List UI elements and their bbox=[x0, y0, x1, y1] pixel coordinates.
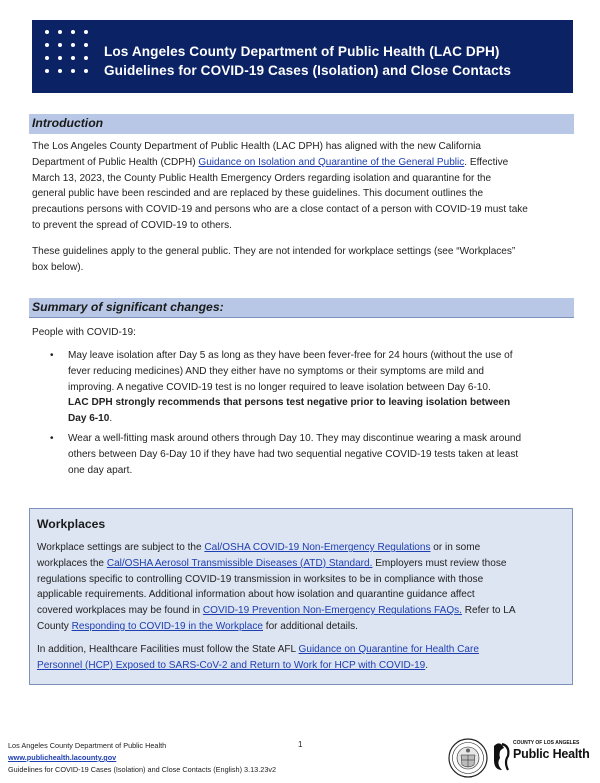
text-line: LAC DPH strongly recommends that persons test negative prior to leaving isolation between bbox=[68, 397, 511, 409]
text-segment: County bbox=[37, 620, 72, 632]
text-segment: Employers must review those bbox=[372, 557, 507, 569]
text-line bbox=[37, 540, 567, 556]
title-line-2: Guidelines for COVID-19 Cases (Isolation) and Close Contacts bbox=[104, 63, 512, 78]
text-segment: In addition, Healthcare Facilities must follow the State AFL bbox=[37, 644, 299, 655]
text-line bbox=[37, 556, 567, 572]
text-line: applicable requirements. Additional information about how isolation and quarantine guidance affect bbox=[37, 589, 475, 601]
text-line: box below). bbox=[32, 261, 84, 273]
text-line bbox=[37, 619, 567, 635]
website-link[interactable]: www.publichealth.lacounty.gov bbox=[8, 753, 117, 762]
text-line bbox=[32, 155, 573, 171]
page-footer bbox=[8, 740, 348, 776]
text-segment: . bbox=[109, 413, 113, 425]
text-line: others between Day 6-Day 10 if they have had two sequential negative COVID-19 tests taken at least bbox=[68, 448, 519, 460]
bullet-text bbox=[68, 431, 521, 478]
bullet-icon: • bbox=[50, 350, 54, 361]
text-line: one day apart. bbox=[68, 464, 133, 476]
hcp-quarantine-guidance-link[interactable]: Guidance on Quarantine for Health Care bbox=[298, 644, 479, 655]
header-banner bbox=[32, 20, 573, 93]
introduction-paragraph-1 bbox=[32, 139, 573, 234]
text-line: improving. A negative COVID-19 test is no longer required to leave isolation between Day 6-10. bbox=[68, 381, 491, 393]
responding-workplace-link[interactable]: Responding to COVID-19 in the Workplace bbox=[71, 620, 263, 632]
text-segment: covered workplaces may be found in bbox=[37, 605, 203, 617]
workplaces-paragraph-2 bbox=[37, 642, 567, 674]
cdph-guidance-link[interactable]: Guidance on Isolation and Quarantine of the General Public bbox=[198, 156, 465, 168]
workplaces-paragraph-1 bbox=[37, 540, 567, 635]
text-line: regulations specific to controlling COVID-19 transmission in worksites to be in compliance with those bbox=[37, 573, 484, 585]
text-line bbox=[37, 603, 567, 619]
text-line: general public have been rescinded and are replaced by these guidelines. This document outlines the bbox=[32, 188, 484, 200]
workplaces-heading: Workplaces bbox=[37, 517, 106, 531]
text-segment: . bbox=[425, 659, 429, 671]
summary-lead: People with COVID-19: bbox=[32, 327, 136, 338]
footer-document-id: Guidelines for COVID-19 Cases (Isolation) and Close Contacts (English) 3.13.23v2 bbox=[8, 765, 277, 774]
text-segment: Refer to LA bbox=[461, 605, 516, 617]
text-segment: for additional details. bbox=[263, 620, 358, 632]
text-line: Wear a well-fitting mask around others through Day 10. They may discontinue wearing a mask around bbox=[68, 433, 522, 444]
text-line: to prevent the spread of COVID-19 to others. bbox=[32, 219, 232, 231]
text-segment: Workplace settings are subject to the bbox=[37, 542, 205, 553]
text-segment: Day 6-10 bbox=[68, 413, 110, 425]
bullet-text bbox=[68, 348, 513, 427]
text-line: May leave isolation after Day 5 as long as they have been fever-free for 24 hours (without the use of bbox=[68, 350, 513, 361]
document-title bbox=[104, 42, 565, 80]
text-line bbox=[37, 658, 567, 674]
text-line: March 13, 2023, the County Public Health Emergency Orders regarding isolation and quarantine for the bbox=[32, 172, 492, 184]
page-number: 1 bbox=[298, 740, 303, 749]
text-segment: Department of Public Health (CDPH) bbox=[32, 156, 199, 168]
introduction-paragraph-2 bbox=[32, 244, 573, 276]
title-line-1: Los Angeles County Department of Public Health (LAC DPH) bbox=[104, 44, 500, 59]
prevention-faqs-link[interactable]: COVID-19 Prevention Non-Emergency Regulations FAQs. bbox=[202, 605, 462, 617]
text-segment: workplaces the bbox=[37, 557, 107, 569]
bullet-icon: • bbox=[50, 433, 54, 444]
cal-osha-atd-standard-link[interactable]: Cal/OSHA Aerosol Transmissible Diseases (ATD) Standard. bbox=[106, 557, 373, 569]
county-seal-icon bbox=[448, 738, 488, 778]
text-line bbox=[37, 642, 567, 658]
hcp-return-to-work-link[interactable]: Personnel (HCP) Exposed to SARS-CoV-2 and Return to Work for HCP with COVID-19 bbox=[37, 659, 426, 671]
logo-county-text: COUNTY OF LOS ANGELES bbox=[513, 740, 580, 746]
text-line: precautions persons with COVID-19 and persons who are a close contact of a person with COVID-19 must take bbox=[32, 204, 528, 216]
text-line: These guidelines apply to the general public. They are not intended for workplace settings (see “Workplaces” bbox=[32, 246, 516, 257]
text-line bbox=[68, 411, 513, 427]
introduction-heading: Introduction bbox=[29, 114, 574, 134]
text-segment: or in some bbox=[430, 542, 481, 553]
dot-grid-icon bbox=[45, 30, 89, 84]
logo-public-health-text: Public Health bbox=[513, 747, 590, 761]
footer-department: Los Angeles County Department of Public Health bbox=[8, 741, 167, 750]
cal-osha-non-emergency-link[interactable]: Cal/OSHA COVID-19 Non-Emergency Regulations bbox=[204, 542, 431, 553]
summary-heading: Summary of significant changes: bbox=[29, 298, 574, 318]
text-segment: . Effective bbox=[464, 156, 509, 168]
text-line: The Los Angeles County Department of Public Health (LAC DPH) has aligned with the new California bbox=[32, 141, 481, 152]
text-line: fever reducing medicines) AND they either have no symptoms or their symptoms are mild and bbox=[68, 365, 485, 377]
